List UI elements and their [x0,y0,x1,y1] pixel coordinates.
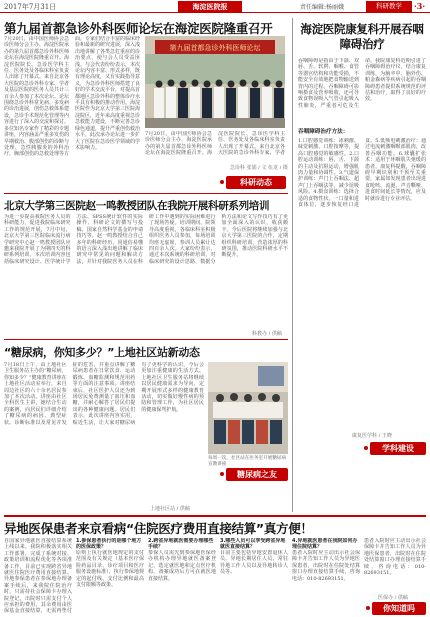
article1-title: 第九届首都急诊外科医师论坛在海淀医院隆重召开 [4,21,273,36]
group-photo [145,36,285,128]
lecture-photo [208,362,288,454]
article4-subhead: 吞咽障碍治疗方法： [298,129,349,135]
tag-research-news: 科研动态 [226,176,286,189]
article5-qa-3 [220,538,288,614]
section-name: 科研教学 [366,1,412,12]
tag-did-you-know: 你知道吗 [372,602,426,615]
editor-credit: 责任编辑:杨丽娥 [300,4,345,11]
question-1: 1.参保患者执行的是哪个地方的医保政策？ [76,538,142,550]
article3-title: “糖尿病，你知多少？”上地社区站新动态 [4,346,200,359]
article1-body-left: 7月20日，由中国医师协会急诊医师分会主办、海淀医院承办的第九届首都急诊外科医师论坛在海淀医院隆重召开。海淀医院院长、急诊医学科主任、医务处及各临床科室负责人出席了开幕式。来自北京各大医院的急诊外科专家、学者及基层医院的医务人员共计三百余人参加了本次论坛。论坛围绕急诊外科常见病、多发病的诊治进展，创伤急救体系建设，急诊手术规范化管理等内容进行了深入的交流和探讨。多位知名专家作了精彩的专题讲座，内容涵盖严重多发伤的早期救治、腹部创伤的诊断与处理、急性胰腺炎的外科治疗、胸部创伤的急救处理等方面。专家们结合丰富的临床经验和最新的研究进展，深入浅出地讲解了各类急危重症的诊治要点，使与会人员受益匪浅。与会代表纷纷表示，本次论坛内容丰富、形式多样，既有理论高度，又有实践指导意义，为急诊外科医师搭建了良好的学术交流平台，对提高首都地区急诊外科的整体诊疗水平具有积极的推动作用。海淀医院作为北京大学第三医院海淀院区，近年来高度重视急诊急救能力建设，不断完善急诊绿色通道，提升严重创伤救治水平，此次承办论坛进一步扩大了医院在急诊医学领域的学术影响力。 [4,36,140,158]
article3-byline: 上地社区站 / 供稿 [150,506,190,512]
article5-title: 异地医保患者来京看病“住院医疗费用直接结算”真方便！ [4,521,313,536]
photo-caption: 每周一次，社区站在医务室开展糖尿病宣教讲座 [208,456,287,467]
article2-title: 北京大学第三医院赵一鸣教授团队在我院开展科研系列培训 [4,200,270,212]
article5-body-cont: 患者入院时应主动出示社会保障卡并告知工作人员为异地医保患者，出院时在住院处结算窗口办理直接结算手续，咨询电话：010-82693151。 [364,538,426,577]
divider-thick [4,515,426,517]
tag-discipline: 学科建设 [370,442,426,455]
divider [4,193,288,194]
article4-body: 吞咽障碍是指由于下颌、双唇、舌、软腭、咽喉、食管等器官结构和功能受损，不能安全有效地把食物输送到胃内的过程。吞咽障碍可影响摄食及营养吸收，还可导致食物误吸入气管引起吸入性肺炎，严重者可危及生命。我院康复科近期引进了吞咽障碍治疗仪，结合康复训练，为脑卒中、脑外伤、帕金森病等疾病引起的吞咽障碍患者提供系统规范的评估和治疗，取得了良好的疗效。 [298,58,426,109]
article2-byline: 科教办 / 供稿 [252,331,282,337]
article2-body: 为进一步提高我院医务人员的科研能力，促进我院临床研究工作的规范开展，7月中旬，北京大学第三医院临床流行病学研究中心赵一鸣教授团队应邀来我院开展了为期四天的科研系列培训。本次培训内容包括临床研究设计、医学统计学方法、SPSS统计软件的实际操作、科研论文的撰写与投稿、国家自然科学基金的申请技巧等。赵一鸣教授结合自己多年的科研经历，用通俗易懂的语言深入浅出地讲解了临床研究中常见的问题和解决方法，并针对我院医务人员在科研工作中遇到的实际困难进行了现场答疑。培训期间，院领导高度重视，各临床科室积极组织医务人员参加，每场培训均座无虚席，参训人员累计达四百余人次。大家纷纷表示，通过本次系统的科研培训，对临床研究的设计思路、数据分析方法和论文写作技巧有了更加全面深入的认识，收获颇丰。今后医院将继续加强与北京大学第三医院的合作，定期组织科研培训，营造浓厚的科研氛围，推动医院科研水平不断提升。 [4,214,288,265]
article5-qa-4 [292,538,360,614]
banner-text: 第九届首都急诊外科医师论坛 [169,44,261,52]
answer-2: 参保人员需先到参保地医保经办机构办理异地就医备案登记，选定就医地和定点医疗机构，备案成功后方可在就医地直接结算。 [148,550,216,582]
answer-3: 目前主要包括异地安置退休人员、异地长期居住人员、常驻异地工作人员以及异地转诊人员等。 [220,550,288,576]
article4-title: 海淀医院康复科开展吞咽障碍治疗 [300,22,424,51]
article4-byline: 康复医学科 / 王晓 [352,433,392,439]
tag-diabetes: 糖尿病之友 [226,468,288,481]
answer-1: 原则上执行就医地规定的支付范围及有关规定（基本医疗保险药品目录、诊疗项目和医疗服务设施标准），执行参保地规定的起付线、支付比例和最高支付限额等政策。 [76,550,144,589]
column-divider [292,18,293,512]
question-4: 4.异地就医患者在我院如何办理住院结算？ [292,538,358,550]
question-3: 3.哪些人员可以享受跨省异地就医直接结算？ [220,538,286,550]
paper-name: 海淀医院报 [178,1,242,12]
article1-body-right: 7月20日，由中国医师协会急诊医师分会主办、海淀医院承办的第九届首都急诊外科医师论坛在海淀医院隆重召开。海淀医院院长、急诊医学科主任、医务处及各临床科室负责人出席了开幕式。来自北京各大医院的急诊外科专家、学者 [145,131,285,157]
answer-4: 患者入院时应主动出示社会保障卡并告知工作人员为异地医保患者，出院时在住院处结算窗口办理直接结算手续，咨询电话：010-82693151。 [292,550,360,582]
article3-body: 7月18日上午，由上地社区卫生服务站主办的“糖尿病，你知多少？”健康教育讲座在上地社区活动室举行，来自周边社区的六十余名居民参加了本次活动。讲座由社区全科医生主讲，她结合生动的案例，向居民们详细介绍了糖尿病的病因、典型症状、诊断标准以及常见并发症的危害，并重点讲解了糖尿病患者在日常饮食、运动锻炼、血糖监测和规范用药等方面的注意事项。讲座结束后，社区医护人员还为到场居民免费测量了血压和血糖，并耐心解答了居民们提出的各种健康问题。居民们表示，此次讲座内容实用，贴近生活，让大家对糖尿病有了更科学的认识，今后会更加注重健康的生活方式。上地社区卫生服务站将继续以居民健康需求为导向，定期开展形式多样的健康教育活动，切实做好慢性病的预防和管理工作，为社区居民的健康保驾护航。 [4,362,204,426]
lecture-photo-image [208,362,288,454]
page-number: ·3· [414,1,426,11]
article1-byline: 急诊科 张娟 / 文 伍龙 / 摄 [230,165,288,171]
article5-qa-2 [148,538,216,614]
divider [4,339,288,340]
article5-byline: 医保办 / 供稿 [378,595,408,601]
issue-date: 2017年7月31日 [4,3,57,11]
article4-list: 1.口腔感觉训练：冰刺激、味觉刺激、口腔按摩等，提高口腔感觉的敏感性。2.口腔运动训练：唇、舌、下颌的主动及抗阻运动，增强肌肉力量和协调性。3.气道保护训练：声门上吞咽法、超声门上吞咽法等，减少误吸风险。4.摄食训练：选择合适的食物性状、一口量和进食体位，逐步恢复经口进食。5.低频电刺激治疗：通过电流刺激咽喉部肌肉，改善吞咽功能。6.球囊扩张术：适用于环咽肌失弛缓的患者。康复科提醒，吞咽障碍早期识别和干预至关重要，家属如发现患者出现进食呛咳、流涎、声音嘶哑、进食时间延长等情况，应及时就诊进行专业评估。 [298,138,426,209]
question-2: 2.跨省异地就医需要办理哪些手续？ [148,538,214,550]
article5-qa-1 [76,538,144,614]
group-photo-image [145,36,285,128]
article5-body: 自国家异地就医直接结算系统上线以来，我院积极落实相关工作部署，完成了系统对接、政策培训和流程优化等各项准备工作，目前已实现跨省异地就医住院医疗费用直接结算。异地参保患者在参保地办理备案手续后，来我院住院治疗时，只需持社会保障卡办理入院登记，出院时只需支付个人应承担的费用，其余费用由医保基金直接结算，无需再垫付 [4,538,72,614]
